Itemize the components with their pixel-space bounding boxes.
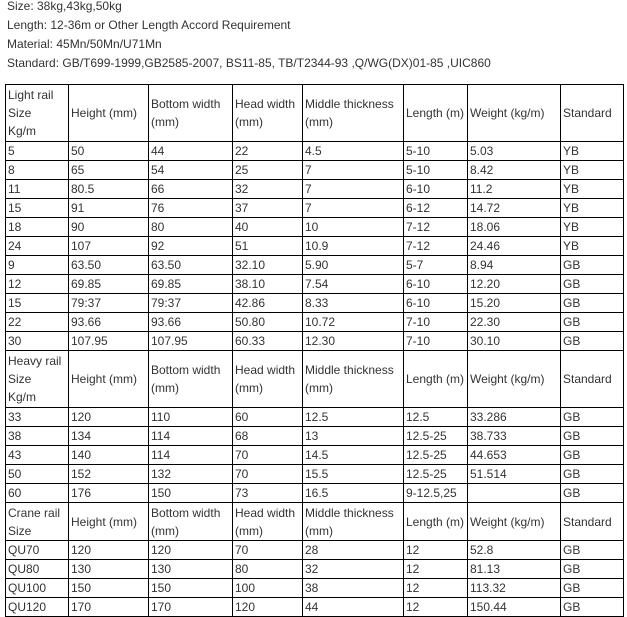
cell-bottom-width: 79:37 (149, 294, 233, 313)
column-header-height: Height (mm) (69, 503, 149, 541)
cell-middle-thickness: 7 (303, 180, 404, 199)
cell-head-width: 50.80 (233, 313, 303, 332)
cell-height: 150 (69, 579, 149, 598)
header-line: Kg/m (8, 124, 37, 138)
light-rail-size-header (6, 85, 69, 142)
cell-size: 24 (6, 237, 69, 256)
cell-size: QU80 (6, 560, 69, 579)
cell-size: 43 (6, 446, 69, 465)
header-line: Crane rail (8, 505, 61, 520)
cell-length: 12 (404, 579, 468, 598)
cell-size: 5 (6, 142, 69, 161)
cell-size: 11 (6, 180, 69, 199)
cell-size: 50 (6, 465, 69, 484)
cell-weight: 8.42 (468, 161, 561, 180)
column-header-bottom-width: Bottom width (mm) (149, 503, 233, 541)
cell-weight: 11.2 (468, 180, 561, 199)
cell-standard: YB (561, 237, 624, 256)
cell-bottom-width: 44 (149, 142, 233, 161)
cell-head-width: 38.10 (233, 275, 303, 294)
cell-height: 79:37 (69, 294, 149, 313)
cell-length: 7-10 (404, 332, 468, 351)
cell-middle-thickness: 32 (303, 560, 404, 579)
table-row (6, 199, 624, 218)
cell-standard: YB (561, 142, 624, 161)
cell-standard: GB (561, 484, 624, 503)
table-row (6, 313, 624, 332)
table-row (6, 256, 624, 275)
spec-size: Size: 38kg,43kg,50kg (7, 0, 122, 13)
column-header-length: Length (m) (404, 85, 468, 142)
cell-weight: 18.06 (468, 218, 561, 237)
cell-standard: YB (561, 199, 624, 218)
column-header-head-width: Head width (mm) (233, 351, 303, 408)
table-row (6, 294, 624, 313)
column-header-height: Height (mm) (69, 351, 149, 408)
cell-size: QU70 (6, 541, 69, 560)
cell-height: 140 (69, 446, 149, 465)
cell-middle-thickness: 16.5 (303, 484, 404, 503)
cell-bottom-width: 150 (149, 579, 233, 598)
cell-size: 9 (6, 256, 69, 275)
cell-bottom-width: 150 (149, 484, 233, 503)
table-row (6, 275, 624, 294)
heavy-rail-size-header (6, 351, 69, 408)
cell-weight: 30.10 (468, 332, 561, 351)
cell-bottom-width: 107.95 (149, 332, 233, 351)
cell-head-width: 32.10 (233, 256, 303, 275)
cell-middle-thickness: 44 (303, 598, 404, 617)
cell-length: 7-10 (404, 313, 468, 332)
cell-standard: GB (561, 256, 624, 275)
cell-weight: 24.46 (468, 237, 561, 256)
cell-standard: YB (561, 218, 624, 237)
cell-size: 33 (6, 408, 69, 427)
cell-head-width: 37 (233, 199, 303, 218)
cell-bottom-width: 92 (149, 237, 233, 256)
cell-length: 6-10 (404, 294, 468, 313)
cell-height: 65 (69, 161, 149, 180)
cell-standard: GB (561, 541, 624, 560)
cell-middle-thickness: 38 (303, 579, 404, 598)
light-rail-header-row (6, 85, 624, 142)
cell-bottom-width: 120 (149, 541, 233, 560)
cell-length: 6-10 (404, 275, 468, 294)
cell-weight: 15.20 (468, 294, 561, 313)
cell-length: 6-10 (404, 180, 468, 199)
cell-size: 38 (6, 427, 69, 446)
cell-length: 12 (404, 541, 468, 560)
cell-length: 6-12 (404, 199, 468, 218)
table-row (6, 598, 624, 617)
cell-head-width: 70 (233, 465, 303, 484)
table-row (6, 484, 624, 503)
cell-bottom-width: 110 (149, 408, 233, 427)
cell-height: 107.95 (69, 332, 149, 351)
cell-standard: GB (561, 446, 624, 465)
header-line: Heavy rail (8, 354, 62, 368)
cell-standard: GB (561, 598, 624, 617)
cell-bottom-width: 80 (149, 218, 233, 237)
column-header-standard: Standard (561, 85, 624, 142)
cell-height: 170 (69, 598, 149, 617)
cell-length: 12.5-25 (404, 446, 468, 465)
column-header-head-width: Head width (mm) (233, 503, 303, 541)
cell-height: 90 (69, 218, 149, 237)
table-row (6, 142, 624, 161)
table-row (6, 579, 624, 598)
cell-bottom-width: 130 (149, 560, 233, 579)
column-header-weight: Weight (kg/m) (468, 351, 561, 408)
column-header-height: Height (mm) (69, 85, 149, 142)
cell-size: 15 (6, 199, 69, 218)
cell-height: 93.66 (69, 313, 149, 332)
cell-weight: 8.94 (468, 256, 561, 275)
crane-rail-size-header (6, 503, 69, 541)
cell-head-width: 25 (233, 161, 303, 180)
cell-head-width: 32 (233, 180, 303, 199)
rail-spec-table (5, 84, 624, 617)
column-header-length: Length (m) (404, 351, 468, 408)
spec-length: Length: 12-36m or Other Length Accord Requirement (7, 18, 291, 32)
header-line: Size (8, 372, 32, 386)
cell-height: 134 (69, 427, 149, 446)
table-row (6, 465, 624, 484)
table-body (6, 85, 624, 617)
cell-standard: GB (561, 275, 624, 294)
cell-weight: 113.32 (468, 579, 561, 598)
cell-bottom-width: 63.50 (149, 256, 233, 275)
cell-middle-thickness: 14.5 (303, 446, 404, 465)
cell-bottom-width: 114 (149, 427, 233, 446)
cell-bottom-width: 93.66 (149, 313, 233, 332)
cell-standard: GB (561, 313, 624, 332)
cell-bottom-width: 132 (149, 465, 233, 484)
cell-bottom-width: 76 (149, 199, 233, 218)
header-line: Light rail (8, 88, 54, 102)
cell-weight: 44.653 (468, 446, 561, 465)
spec-standard: Standard: GB/T699-1999,GB2585-2007, BS11-85, TB/T2344-93 ,Q/WG(DX)01-85 ,UIC860 (7, 56, 491, 70)
cell-height: 69.85 (69, 275, 149, 294)
cell-height: 63.50 (69, 256, 149, 275)
cell-weight: 52.8 (468, 541, 561, 560)
cell-height: 80.5 (69, 180, 149, 199)
cell-bottom-width: 54 (149, 161, 233, 180)
cell-middle-thickness: 28 (303, 541, 404, 560)
table-row (6, 427, 624, 446)
cell-standard: GB (561, 427, 624, 446)
cell-length: 7-12 (404, 237, 468, 256)
cell-length: 12.5 (404, 408, 468, 427)
cell-head-width: 40 (233, 218, 303, 237)
cell-standard: GB (561, 294, 624, 313)
header-line: Kg/m (8, 390, 37, 404)
column-header-bottom-width: Bottom width (mm) (149, 85, 233, 142)
cell-weight: 5.03 (468, 142, 561, 161)
table-row (6, 408, 624, 427)
cell-height: 50 (69, 142, 149, 161)
cell-height: 130 (69, 560, 149, 579)
column-header-weight: Weight (kg/m) (468, 85, 561, 142)
cell-length: 12.5-25 (404, 427, 468, 446)
cell-weight: 150.44 (468, 598, 561, 617)
cell-bottom-width: 69.85 (149, 275, 233, 294)
cell-middle-thickness: 7 (303, 199, 404, 218)
cell-length: 12 (404, 560, 468, 579)
cell-weight (468, 484, 561, 503)
cell-size: QU120 (6, 598, 69, 617)
spec-material: Material: 45Mn/50Mn/U71Mn (7, 37, 162, 51)
column-header-middle-thickness: Middle thickness (mm) (303, 351, 404, 408)
cell-middle-thickness: 7.54 (303, 275, 404, 294)
cell-middle-thickness: 12.5 (303, 408, 404, 427)
column-header-standard: Standard (561, 503, 624, 541)
header-line: Size (8, 523, 32, 538)
cell-length: 7-12 (404, 218, 468, 237)
column-header-standard: Standard (561, 351, 624, 408)
cell-bottom-width: 66 (149, 180, 233, 199)
cell-weight: 14.72 (468, 199, 561, 218)
cell-middle-thickness: 10.9 (303, 237, 404, 256)
cell-height: 120 (69, 408, 149, 427)
cell-standard: YB (561, 180, 624, 199)
cell-weight: 81.13 (468, 560, 561, 579)
crane-rail-header-row (6, 503, 624, 541)
cell-size: 12 (6, 275, 69, 294)
column-header-length: Length (m) (404, 503, 468, 541)
cell-head-width: 73 (233, 484, 303, 503)
cell-size: QU100 (6, 579, 69, 598)
cell-size: 18 (6, 218, 69, 237)
cell-height: 91 (69, 199, 149, 218)
cell-head-width: 120 (233, 598, 303, 617)
table-row (6, 446, 624, 465)
column-header-bottom-width: Bottom width (mm) (149, 351, 233, 408)
cell-weight: 12.20 (468, 275, 561, 294)
cell-bottom-width: 170 (149, 598, 233, 617)
cell-middle-thickness: 7 (303, 161, 404, 180)
cell-height: 152 (69, 465, 149, 484)
cell-length: 12.5-25 (404, 465, 468, 484)
cell-length: 5-7 (404, 256, 468, 275)
cell-middle-thickness: 8.33 (303, 294, 404, 313)
table-row (6, 237, 624, 256)
cell-length: 9-12.5,25 (404, 484, 468, 503)
cell-head-width: 70 (233, 541, 303, 560)
cell-head-width: 22 (233, 142, 303, 161)
spec-summary (0, 0, 627, 73)
cell-head-width: 51 (233, 237, 303, 256)
header-line: Size (8, 106, 32, 120)
cell-height: 176 (69, 484, 149, 503)
cell-head-width: 100 (233, 579, 303, 598)
table-row (6, 332, 624, 351)
heavy-rail-header-row (6, 351, 624, 408)
cell-middle-thickness: 15.5 (303, 465, 404, 484)
column-header-middle-thickness: Middle thickness (mm) (303, 85, 404, 142)
cell-middle-thickness: 12.30 (303, 332, 404, 351)
column-header-head-width: Head width (mm) (233, 85, 303, 142)
cell-length: 12 (404, 598, 468, 617)
cell-middle-thickness: 10.72 (303, 313, 404, 332)
cell-middle-thickness: 4.5 (303, 142, 404, 161)
cell-size: 8 (6, 161, 69, 180)
cell-standard: GB (561, 560, 624, 579)
cell-middle-thickness: 10 (303, 218, 404, 237)
cell-weight: 51.514 (468, 465, 561, 484)
table-row (6, 180, 624, 199)
table-row (6, 218, 624, 237)
cell-size: 60 (6, 484, 69, 503)
cell-middle-thickness: 13 (303, 427, 404, 446)
cell-middle-thickness: 5.90 (303, 256, 404, 275)
cell-height: 107 (69, 237, 149, 256)
cell-standard: GB (561, 332, 624, 351)
cell-size: 15 (6, 294, 69, 313)
table-row (6, 161, 624, 180)
cell-length: 5-10 (404, 161, 468, 180)
cell-head-width: 60.33 (233, 332, 303, 351)
table-row (6, 541, 624, 560)
cell-bottom-width: 114 (149, 446, 233, 465)
cell-weight: 33.286 (468, 408, 561, 427)
cell-size: 30 (6, 332, 69, 351)
table-row (6, 560, 624, 579)
cell-head-width: 68 (233, 427, 303, 446)
column-header-middle-thickness: Middle thickness (mm) (303, 503, 404, 541)
cell-weight: 22.30 (468, 313, 561, 332)
cell-head-width: 70 (233, 446, 303, 465)
cell-head-width: 80 (233, 560, 303, 579)
cell-size: 22 (6, 313, 69, 332)
cell-head-width: 42.86 (233, 294, 303, 313)
column-header-weight: Weight (kg/m) (468, 503, 561, 541)
cell-standard: GB (561, 465, 624, 484)
cell-standard: GB (561, 579, 624, 598)
cell-head-width: 60 (233, 408, 303, 427)
cell-length: 5-10 (404, 142, 468, 161)
cell-height: 120 (69, 541, 149, 560)
cell-weight: 38.733 (468, 427, 561, 446)
cell-standard: GB (561, 408, 624, 427)
cell-standard: YB (561, 161, 624, 180)
